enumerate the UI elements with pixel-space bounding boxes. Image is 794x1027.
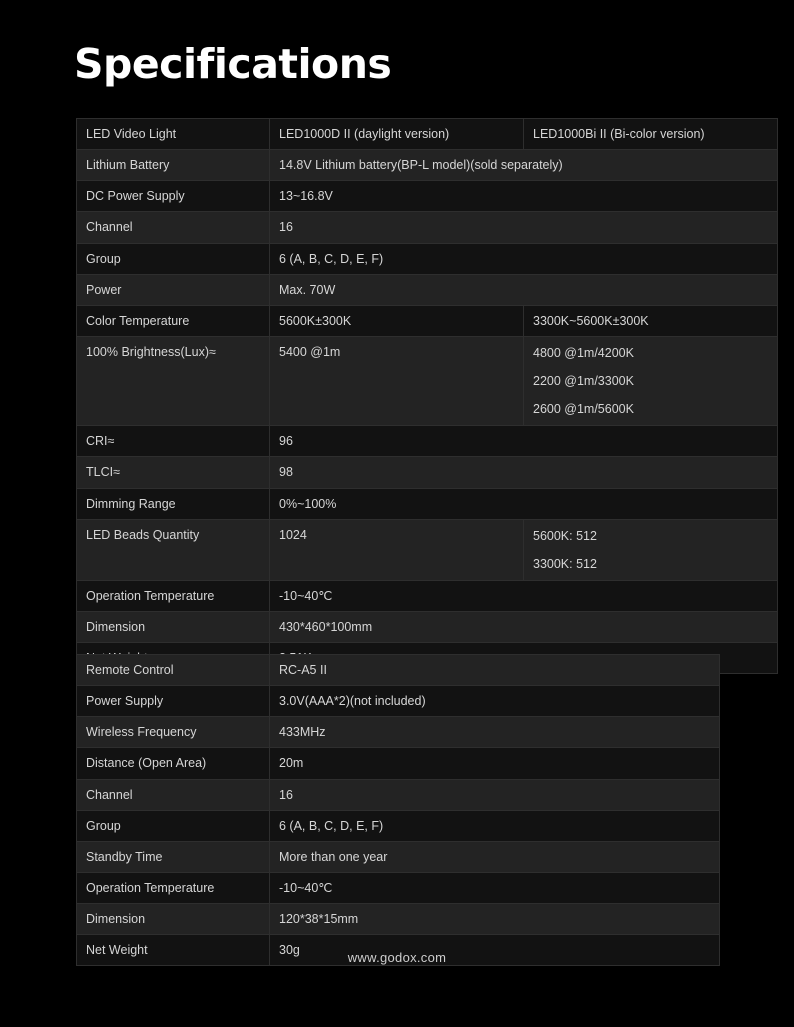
table-row: [77, 612, 778, 643]
led-video-light-spec-table: [76, 118, 778, 674]
row-label: LED Video Light: [77, 119, 270, 150]
row-value-span: 6 (A, B, C, D, E, F): [270, 243, 778, 274]
row-label: Dimension: [77, 612, 270, 643]
row-label: Net Weight: [77, 935, 270, 966]
table-row: [77, 748, 720, 779]
row-label: Power: [77, 274, 270, 305]
table-row: [77, 119, 778, 150]
table-row: [77, 212, 778, 243]
row-value-span: 0%~100%: [270, 488, 778, 519]
row-value-span: RC-A5 II: [270, 655, 720, 686]
row-label: Lithium Battery: [77, 150, 270, 181]
brightness-line-2: 2200 @1m/3300K: [533, 374, 634, 388]
row-label: Dimming Range: [77, 488, 270, 519]
row-label: CRI≈: [77, 426, 270, 457]
row-value-span: 430*460*100mm: [270, 612, 778, 643]
row-value-span: 16: [270, 212, 778, 243]
table-row: [77, 872, 720, 903]
table-row: [77, 181, 778, 212]
beads-line-1: 5600K: 512: [533, 528, 597, 543]
row-value-bicolor: 3300K~5600K±300K: [524, 305, 778, 336]
row-value-span: -10~40℃: [270, 580, 778, 611]
row-value-span: 3.0V(AAA*2)(not included): [270, 686, 720, 717]
table-row: [77, 655, 720, 686]
row-label: Distance (Open Area): [77, 748, 270, 779]
table-row: [77, 426, 778, 457]
row-label: Channel: [77, 779, 270, 810]
row-value-bicolor: [524, 336, 778, 425]
row-label: Wireless Frequency: [77, 717, 270, 748]
row-value-daylight: 5600K±300K: [270, 305, 524, 336]
table-row: [77, 457, 778, 488]
row-value-span: 30g: [270, 935, 720, 966]
footer-website: www.godox.com: [347, 950, 447, 965]
row-value-span: More than one year: [270, 841, 720, 872]
brightness-line-3: 2600 @1m/5600K: [533, 402, 634, 417]
row-value-bicolor: [524, 519, 778, 580]
row-label: Group: [77, 810, 270, 841]
row-label: Operation Temperature: [77, 580, 270, 611]
row-label: Color Temperature: [77, 305, 270, 336]
table-row: [77, 580, 778, 611]
row-label: LED Beads Quantity: [77, 519, 270, 580]
row-value-span: 13~16.8V: [270, 181, 778, 212]
table-row: [77, 519, 778, 580]
table-row: [77, 841, 720, 872]
row-label: Operation Temperature: [77, 872, 270, 903]
remote-control-spec-table: [76, 654, 720, 966]
row-label: Remote Control: [77, 655, 270, 686]
page-title: Specifications: [74, 40, 392, 88]
table-row: [77, 488, 778, 519]
row-value-span: -10~40℃: [270, 872, 720, 903]
table-row: [77, 686, 720, 717]
row-value-bicolor: LED1000Bi II (Bi-color version): [524, 119, 778, 150]
table-row: [77, 305, 778, 336]
table-row: [77, 904, 720, 935]
row-value-span: 433MHz: [270, 717, 720, 748]
row-label: Group: [77, 243, 270, 274]
table-row: [77, 243, 778, 274]
row-value-span: 14.8V Lithium battery(BP-L model)(sold separately): [270, 150, 778, 181]
row-label: Power Supply: [77, 686, 270, 717]
beads-line-2: 3300K: 512: [533, 556, 597, 571]
row-value-daylight: LED1000D II (daylight version): [270, 119, 524, 150]
row-value-span: 6 (A, B, C, D, E, F): [270, 810, 720, 841]
row-label: Standby Time: [77, 841, 270, 872]
table-row: [77, 810, 720, 841]
row-value-span: 16: [270, 779, 720, 810]
row-value-daylight: 5400 @1m: [270, 336, 524, 425]
row-label: TLCI≈: [77, 457, 270, 488]
row-label: Dimension: [77, 904, 270, 935]
row-value-span: 120*38*15mm: [270, 904, 720, 935]
table-row: [77, 150, 778, 181]
table-row: [77, 779, 720, 810]
table-row: [77, 274, 778, 305]
row-value-span: 96: [270, 426, 778, 457]
row-value-span: 20m: [270, 748, 720, 779]
row-label: 100% Brightness(Lux)≈: [77, 336, 270, 425]
table-row: [77, 717, 720, 748]
row-label: DC Power Supply: [77, 181, 270, 212]
row-value-span: Max. 70W: [270, 274, 778, 305]
table-row: [77, 336, 778, 425]
row-value-daylight: 1024: [270, 519, 524, 580]
brightness-line-1: 4800 @1m/4200K: [533, 345, 634, 360]
row-label: Channel: [77, 212, 270, 243]
row-value-span: 98: [270, 457, 778, 488]
